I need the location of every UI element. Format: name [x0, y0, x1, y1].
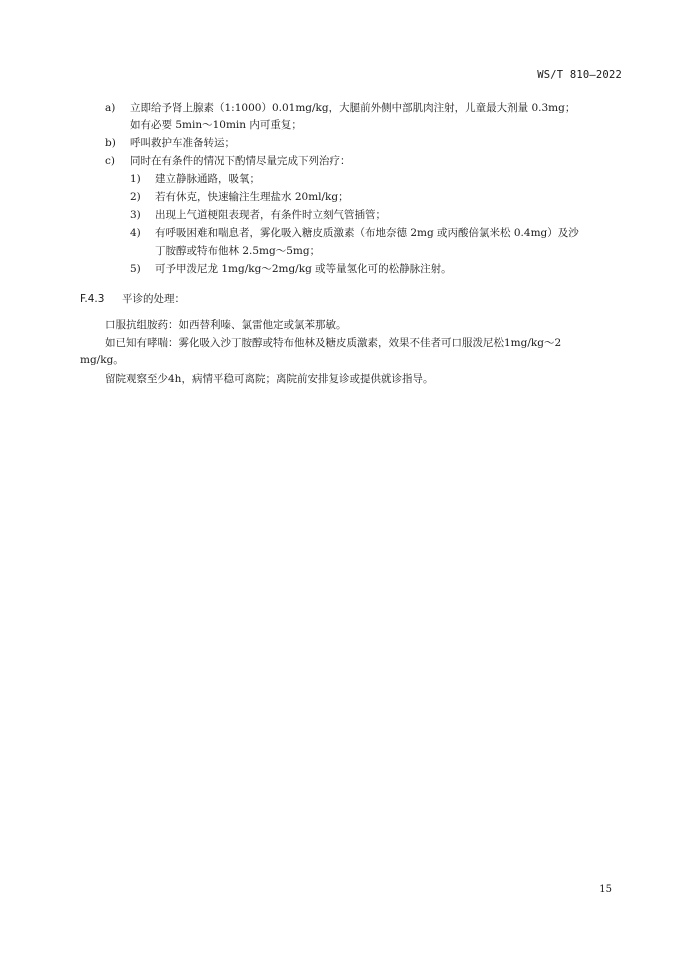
sub-item-4-line-2: 丁胺醇或特布他林 2.5mg～5mg； — [155, 245, 321, 257]
standard-code-header: WS/T 810—2022 — [537, 69, 622, 81]
list-item-a-marker: a) — [105, 102, 116, 114]
list-item-a-line-2: 如有必要 5min～10min 内可重复； — [130, 119, 302, 131]
sub-item-2-marker: 2) — [130, 191, 141, 203]
section-number: F.4.3 — [80, 293, 105, 305]
sub-item-5-line-1: 可予甲泼尼龙 1mg/kg～2mg/kg 或等量氢化可的松静脉注射。 — [155, 263, 452, 275]
sub-item-1-line-1: 建立静脉通路，吸氧； — [155, 173, 260, 185]
section-title: 平诊的处理： — [122, 293, 185, 305]
sub-item-3-marker: 3) — [130, 209, 141, 221]
sub-item-3-line-1: 出现上气道梗阻表现者，有条件时立刻气管插管； — [155, 209, 386, 221]
list-item-c-line-1: 同时在有条件的情况下酌情尽量完成下列治疗： — [130, 155, 351, 167]
paragraph-asthma-line-2: mg/kg。 — [80, 354, 124, 366]
paragraph-antihistamine: 口服抗组胺药：如西替利嗪、氯雷他定或氯苯那敏。 — [105, 319, 347, 331]
sub-item-5-marker: 5) — [130, 263, 141, 275]
sub-item-2-line-1: 若有休克，快速输注生理盐水 20ml/kg； — [155, 191, 349, 203]
paragraph-observation: 留院观察至少4h，病情平稳可离院；离院前安排复诊或提供就诊指导。 — [105, 373, 434, 385]
sub-item-4-marker: 4) — [130, 227, 141, 239]
list-item-b-marker: b) — [105, 137, 116, 149]
page-number: 15 — [599, 884, 612, 895]
paragraph-asthma-line-1: 如已知有哮喘：雾化吸入沙丁胺醇或特布他林及糖皮质激素，效果不佳者可口服泼尼松1mg/kg～2 — [105, 337, 562, 349]
sub-item-4-line-1: 有呼吸困难和喘息者，雾化吸入糖皮质激素（布地奈德 2mg 或丙酸倍氯米松 0.4mg）及沙 — [155, 227, 579, 239]
list-item-a-line-1: 立即给予肾上腺素（1:1000）0.01mg/kg，大腿前外侧中部肌肉注射，儿童最大剂量 0.3mg； — [130, 102, 576, 114]
sub-item-1-marker: 1) — [130, 173, 141, 185]
list-item-b-line-1: 呼叫救护车准备转运； — [130, 137, 235, 149]
list-item-c-marker: c) — [105, 155, 115, 167]
